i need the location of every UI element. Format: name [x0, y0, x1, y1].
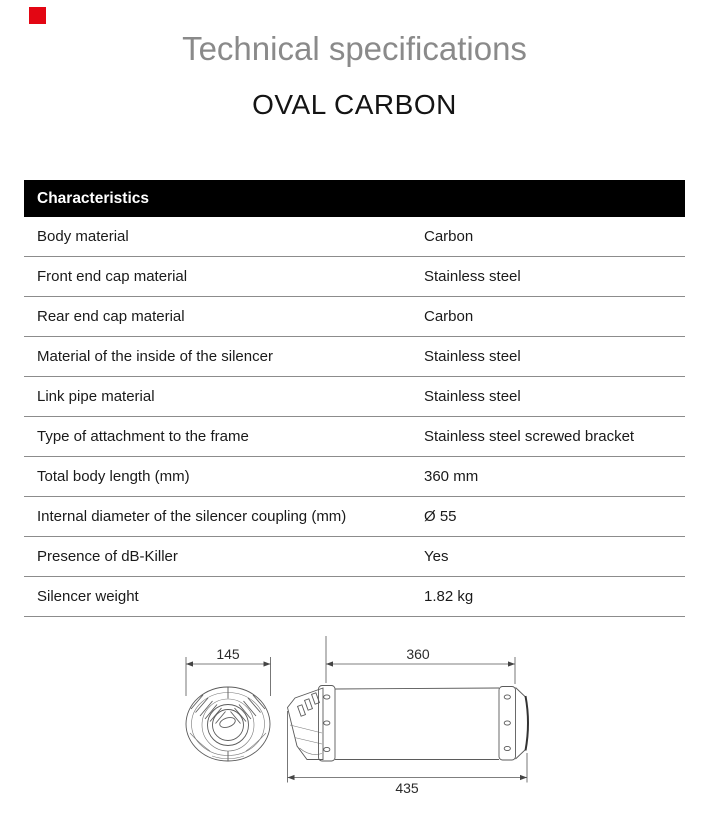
page-title: Technical specifications: [182, 30, 527, 67]
product-name: OVAL CARBON: [252, 89, 457, 120]
table-row: [24, 417, 685, 457]
table-row: [24, 457, 685, 497]
table-row: [24, 577, 685, 617]
spec-value: 360 mm: [424, 468, 479, 485]
silencer-dimension-drawing: [150, 630, 570, 817]
spec-value: Stainless steel: [424, 268, 521, 285]
spec-label: Rear end cap material: [37, 308, 185, 325]
spec-value: 1.82 kg: [424, 588, 474, 605]
silencer-end-view: [186, 687, 270, 761]
table-row: [24, 337, 685, 377]
table-row: [24, 257, 685, 297]
technical-drawing: [150, 630, 570, 817]
spec-label: Total body length (mm): [37, 468, 190, 485]
brand-logo-red-square-icon: [29, 7, 46, 24]
silencer-side-view: [288, 686, 529, 762]
characteristics-table: [24, 180, 685, 617]
dim-label-145: 145: [216, 646, 240, 662]
spec-value: Stainless steel screwed bracket: [424, 428, 635, 445]
table-row: [24, 297, 685, 337]
spec-label: Internal diameter of the silencer coupling (mm): [37, 508, 347, 525]
table-row: [24, 497, 685, 537]
spec-value: Carbon: [424, 308, 474, 325]
spec-value: Stainless steel: [424, 388, 521, 405]
spec-label: Link pipe material: [37, 388, 155, 405]
table-row: [24, 217, 685, 257]
spec-value: Stainless steel: [424, 348, 521, 365]
spec-label: Front end cap material: [37, 268, 188, 285]
spec-label: Type of attachment to the frame: [37, 428, 249, 445]
spec-value: Ø 55: [424, 508, 457, 525]
spec-value: Carbon: [424, 228, 474, 245]
table-row: [24, 377, 685, 417]
spec-label: Silencer weight: [37, 588, 139, 605]
spec-value: Yes: [424, 548, 449, 565]
dim-label-360: 360: [406, 646, 430, 662]
dimension-360: [326, 636, 515, 684]
table-row: [24, 537, 685, 577]
dim-label-435: 435: [395, 780, 419, 796]
table-header: Characteristics: [24, 180, 685, 217]
spec-label: Presence of dB-Killer: [37, 548, 178, 565]
spec-label: Body material: [37, 228, 129, 245]
spec-label: Material of the inside of the silencer: [37, 348, 273, 365]
